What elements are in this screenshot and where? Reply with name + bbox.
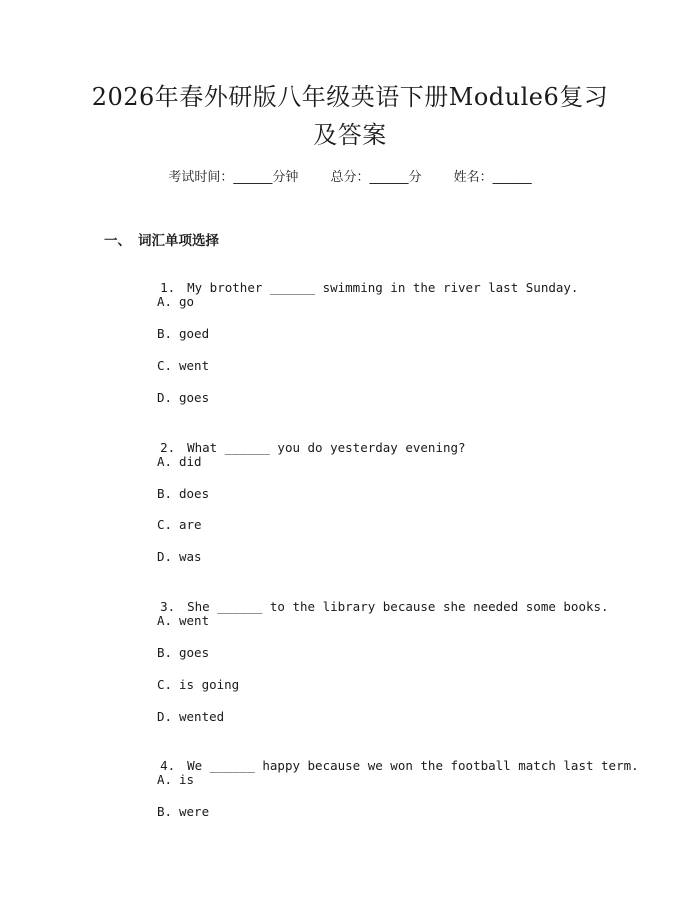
question-1 bbox=[130, 261, 578, 315]
option-letter: C. bbox=[157, 517, 173, 532]
question-text: She ______ to the library because she needed some books. bbox=[187, 599, 609, 614]
section-heading bbox=[104, 229, 219, 249]
option-text: are bbox=[179, 517, 202, 532]
question-number: 1. bbox=[160, 280, 176, 295]
option-letter: D. bbox=[157, 709, 173, 724]
option-2b bbox=[157, 485, 209, 503]
option-text: goed bbox=[179, 326, 210, 341]
total-score-field: 总分：______分 bbox=[330, 170, 422, 185]
option-text: goes bbox=[179, 390, 210, 405]
section-title: 词汇单项选择 bbox=[138, 233, 219, 249]
exam-info-line bbox=[0, 168, 700, 188]
question-number: 3. bbox=[160, 599, 176, 614]
option-text: went bbox=[179, 613, 210, 628]
question-text: What ______ you do yesterday evening? bbox=[187, 440, 466, 455]
option-letter: B. bbox=[157, 804, 173, 819]
question-number: 4. bbox=[160, 758, 176, 773]
option-text: were bbox=[179, 804, 210, 819]
option-letter: C. bbox=[157, 677, 173, 692]
option-1d bbox=[157, 389, 209, 407]
option-1a bbox=[157, 293, 194, 311]
option-letter: D. bbox=[157, 390, 173, 405]
option-text: was bbox=[179, 549, 202, 564]
option-letter: B. bbox=[157, 645, 173, 660]
option-letter: B. bbox=[157, 486, 173, 501]
option-text: is bbox=[179, 772, 195, 787]
option-3b bbox=[157, 644, 209, 662]
option-text: goes bbox=[179, 645, 210, 660]
document-title: 2026年春外研版八年级英语下册Module6复习及答案 bbox=[91, 83, 609, 149]
option-4a bbox=[157, 771, 194, 789]
option-letter: A. bbox=[157, 294, 173, 309]
option-1c bbox=[157, 357, 209, 375]
question-text: We ______ happy because we won the football match last term. bbox=[187, 758, 639, 773]
option-letter: B. bbox=[157, 326, 173, 341]
name-field: 姓名：______ bbox=[453, 170, 532, 185]
option-3d bbox=[157, 708, 224, 726]
option-3c bbox=[157, 676, 239, 694]
option-letter: A. bbox=[157, 613, 173, 628]
option-letter: A. bbox=[157, 772, 173, 787]
option-letter: A. bbox=[157, 454, 173, 469]
option-text: go bbox=[179, 294, 195, 309]
question-text: My brother ______ swimming in the river last Sunday. bbox=[187, 280, 579, 295]
option-2d bbox=[157, 548, 202, 566]
option-text: does bbox=[179, 486, 210, 501]
option-4b bbox=[157, 803, 209, 821]
question-number: 2. bbox=[160, 440, 176, 455]
section-number: 一、 bbox=[104, 233, 131, 249]
option-1b bbox=[157, 325, 209, 343]
question-4 bbox=[130, 739, 639, 793]
option-text: wented bbox=[179, 709, 225, 724]
option-3a bbox=[157, 612, 209, 630]
option-letter: C. bbox=[157, 358, 173, 373]
option-2c bbox=[157, 516, 202, 534]
option-2a bbox=[157, 453, 202, 471]
exam-time-field: 考试时间：______分钟 bbox=[168, 170, 299, 185]
option-text: went bbox=[179, 358, 210, 373]
option-text: is going bbox=[179, 677, 240, 692]
option-letter: D. bbox=[157, 549, 173, 564]
option-text: did bbox=[179, 454, 202, 469]
